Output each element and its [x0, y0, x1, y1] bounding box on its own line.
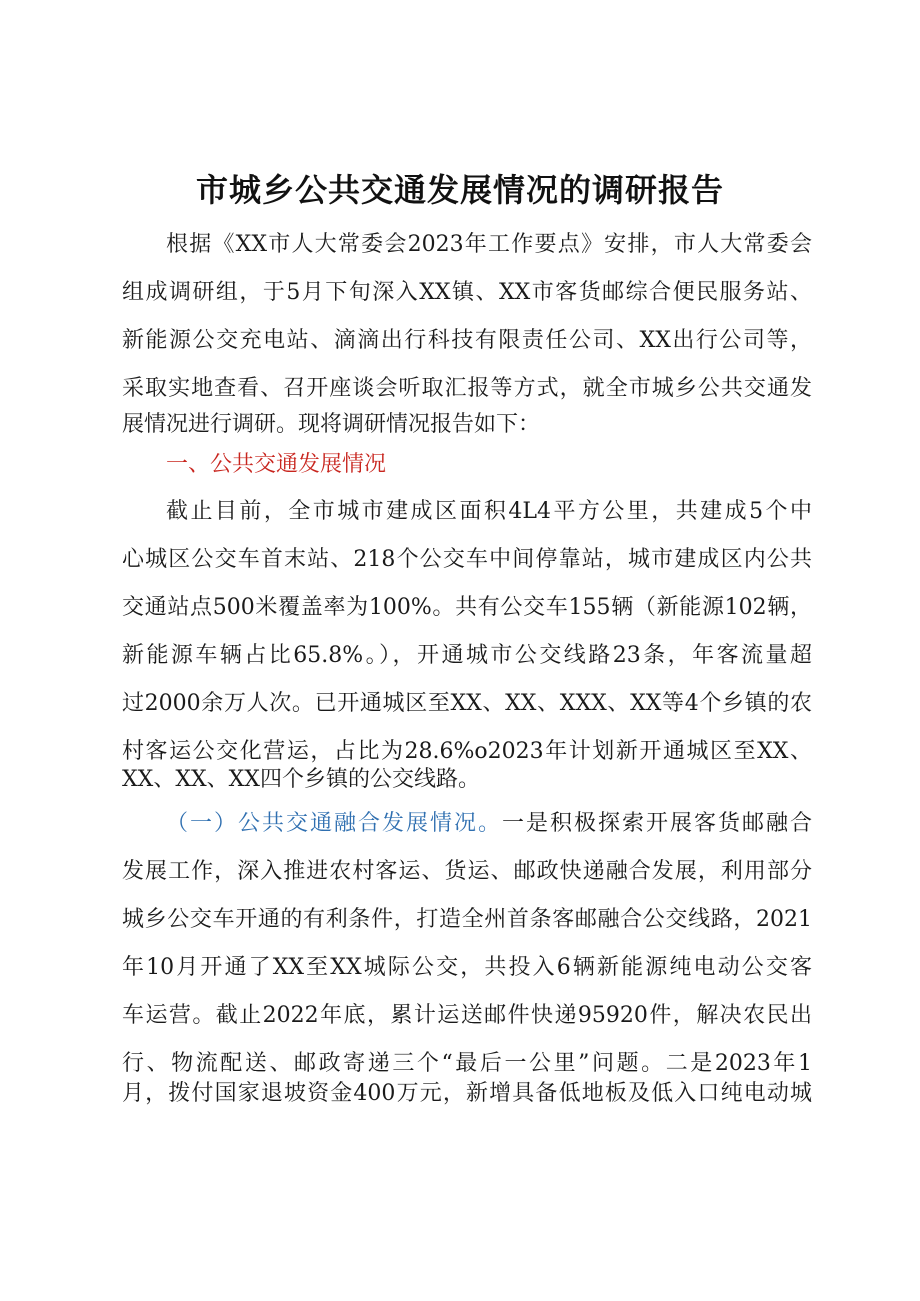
- subsection1-line-3: 城乡公交车开通的有利条件，打造全州首条客邮融合公交线路，2021: [122, 907, 812, 932]
- subsection1-line-2: 发展工作，深入推进农村客运、货运、邮政快递融合发展，利用部分: [122, 859, 812, 884]
- intro-line-3: 新能源公交充电站、滴滴出行科技有限责任公司、XX出行公司等，: [122, 328, 812, 353]
- subsection1-line-7: 月，拨付国家退坡资金400万元，新增具备低地板及低入口纯电动城: [122, 1081, 812, 1106]
- intro-line-5: 展情况进行调研。现将调研情况报告如下：: [122, 412, 541, 437]
- subsection1-line-1-text: 一是积极探索开展客货邮融合: [501, 811, 812, 836]
- subsection1-line-6: 行、物流配送、邮政寄递三个“最后一公里”问题。二是2023年1: [122, 1051, 812, 1076]
- intro-line-1: 根据《XX市人大常委会2023年工作要点》安排，市人大常委会: [166, 232, 812, 257]
- section1-line-5: 过2000余万人次。已开通城区至XX、XX、XXX、XX等4个乡镇的农: [122, 691, 812, 716]
- section1-line-4: 新能源车辆占比65.8%。），开通城市公交线路23条，年客流量超: [122, 643, 812, 668]
- document-title: 市城乡公共交通发展情况的调研报告: [195, 171, 724, 209]
- subsection1-line-4: 年10月开通了XX至XX城际公交，共投入6辆新能源纯电动公交客: [122, 955, 812, 980]
- section1-line-3: 交通站点500米覆盖率为100%。共有公交车155辆（新能源102辆，: [122, 595, 812, 620]
- section1-line-2: 心城区公交车首末站、218个公交车中间停靠站，城市建成区内公共: [122, 547, 812, 572]
- section1-line-6: 村客运公交化营运，占比为28.6%o2023年计划新开通城区至XX、: [122, 739, 812, 764]
- intro-line-4: 采取实地查看、召开座谈会听取汇报等方式，就全市城乡公共交通发: [122, 376, 812, 401]
- subsection1-line-5: 车运营。截止2022年底，累计运送邮件快递95920件，解决农民出: [122, 1003, 812, 1028]
- subsection1-line-1: [166, 804, 812, 844]
- section1-line-1: 截止目前，全市城市建成区面积4L4平方公里，共建成5个中: [166, 499, 812, 524]
- subsection-heading-1: （一）公共交通融合发展情况。: [166, 811, 502, 836]
- section1-line-7: XX、XX、XX四个乡镇的公交线路。: [122, 767, 480, 792]
- section-heading-1: 一、公共交通发展情况: [166, 452, 387, 477]
- intro-line-2: 组成调研组，于5月下旬深入XX镇、XX市客货邮综合便民服务站、: [122, 280, 812, 305]
